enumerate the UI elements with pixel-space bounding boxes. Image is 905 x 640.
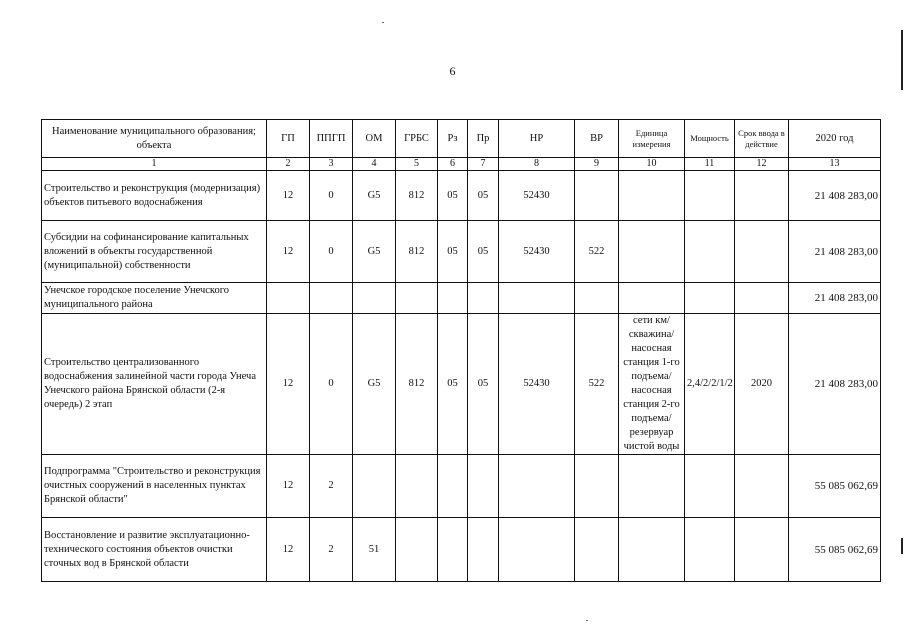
power-cell [685,171,735,221]
rz-cell [438,455,468,518]
column-number: 11 [685,158,735,171]
column-header: Срок ввода в действие [735,120,789,158]
column-number-row [42,158,881,171]
pr-cell: 05 [468,314,499,455]
ppgp-cell [310,283,353,314]
amount-cell: 55 085 062,69 [789,518,881,582]
term-cell [735,518,789,582]
column-header: Наименование муниципального образования; объекта [42,120,267,158]
ppgp-cell: 2 [310,455,353,518]
rz-cell: 05 [438,171,468,221]
gp-cell [267,283,310,314]
gp-cell: 12 [267,518,310,582]
term-cell [735,283,789,314]
column-number: 6 [438,158,468,171]
om-cell: G5 [353,314,396,455]
grbs-cell: 812 [396,221,438,283]
rz-cell: 05 [438,314,468,455]
nr-cell: 52430 [499,314,575,455]
column-header: Рз [438,120,468,158]
vr-cell [575,283,619,314]
unit-cell [619,518,685,582]
column-header: Мощность [685,120,735,158]
grbs-cell: 812 [396,314,438,455]
table-row [42,455,881,518]
term-cell: 2020 [735,314,789,455]
scan-edge-mark [901,30,903,90]
table-row [42,518,881,582]
gp-cell: 12 [267,314,310,455]
scan-speck [382,22,384,23]
object-name: Подпрограмма "Строительство и реконструкция очистных сооружений в населенных пунктах Брянской области" [42,455,267,518]
pr-cell [468,455,499,518]
nr-cell [499,455,575,518]
power-cell [685,283,735,314]
vr-cell: 522 [575,314,619,455]
column-header: Единица измерения [619,120,685,158]
column-number: 7 [468,158,499,171]
grbs-cell [396,518,438,582]
pr-cell: 05 [468,221,499,283]
column-header: 2020 год [789,120,881,158]
unit-cell: сети км/скважина/насосная станция 1-го подъема/насосная станция 2-го подъема/резервуар чистой воды [619,314,685,455]
gp-cell: 12 [267,221,310,283]
nr-cell: 52430 [499,171,575,221]
column-number: 12 [735,158,789,171]
header-row [42,120,881,158]
power-cell [685,221,735,283]
power-cell: 2,4/2/2/1/2 [685,314,735,455]
column-header: ГП [267,120,310,158]
object-name: Восстановление и развитие эксплуатационно-технического состояния объектов очистки сточных вод в Брянской области [42,518,267,582]
term-cell [735,171,789,221]
pr-cell: 05 [468,171,499,221]
table-row [42,314,881,455]
ppgp-cell: 0 [310,221,353,283]
amount-cell: 21 408 283,00 [789,283,881,314]
om-cell [353,455,396,518]
term-cell [735,221,789,283]
vr-cell: 522 [575,221,619,283]
grbs-cell: 812 [396,171,438,221]
column-number: 4 [353,158,396,171]
scan-speck [586,620,588,621]
om-cell [353,283,396,314]
table-row [42,283,881,314]
object-name: Субсидии на софинансирование капитальных вложений в объекты государственной (муниципальной) собственности [42,221,267,283]
om-cell: G5 [353,221,396,283]
unit-cell [619,171,685,221]
column-number: 1 [42,158,267,171]
nr-cell [499,518,575,582]
page-number: 6 [449,64,456,78]
pr-cell [468,518,499,582]
grbs-cell [396,455,438,518]
column-header: ОМ [353,120,396,158]
object-name: Строительство централизованного водоснабжения залинейной части города Унеча Унечского района Брянской области (2-я очередь) 2 этап [42,314,267,455]
gp-cell: 12 [267,171,310,221]
table-row [42,221,881,283]
column-header: Пр [468,120,499,158]
amount-cell: 21 408 283,00 [789,221,881,283]
table-row [42,171,881,221]
rz-cell [438,518,468,582]
scan-edge-mark [901,538,903,554]
column-header: ППГП [310,120,353,158]
column-number: 9 [575,158,619,171]
ppgp-cell: 2 [310,518,353,582]
ppgp-cell: 0 [310,171,353,221]
column-number: 8 [499,158,575,171]
object-name: Унечское городское поселение Унечского муниципального района [42,283,267,314]
nr-cell: 52430 [499,221,575,283]
rz-cell: 05 [438,221,468,283]
power-cell [685,455,735,518]
column-number: 5 [396,158,438,171]
vr-cell [575,518,619,582]
rz-cell [438,283,468,314]
om-cell: 51 [353,518,396,582]
column-number: 2 [267,158,310,171]
vr-cell [575,171,619,221]
om-cell: G5 [353,171,396,221]
column-header: ВР [575,120,619,158]
object-name: Строительство и реконструкция (модернизация) объектов питьевого водоснабжения [42,171,267,221]
term-cell [735,455,789,518]
grbs-cell [396,283,438,314]
power-cell [685,518,735,582]
unit-cell [619,455,685,518]
budget-table [41,119,881,582]
amount-cell: 55 085 062,69 [789,455,881,518]
ppgp-cell: 0 [310,314,353,455]
column-number: 13 [789,158,881,171]
unit-cell [619,283,685,314]
pr-cell [468,283,499,314]
column-header: ГРБС [396,120,438,158]
column-number: 3 [310,158,353,171]
amount-cell: 21 408 283,00 [789,314,881,455]
amount-cell: 21 408 283,00 [789,171,881,221]
column-header: НР [499,120,575,158]
unit-cell [619,221,685,283]
vr-cell [575,455,619,518]
column-number: 10 [619,158,685,171]
gp-cell: 12 [267,455,310,518]
nr-cell [499,283,575,314]
